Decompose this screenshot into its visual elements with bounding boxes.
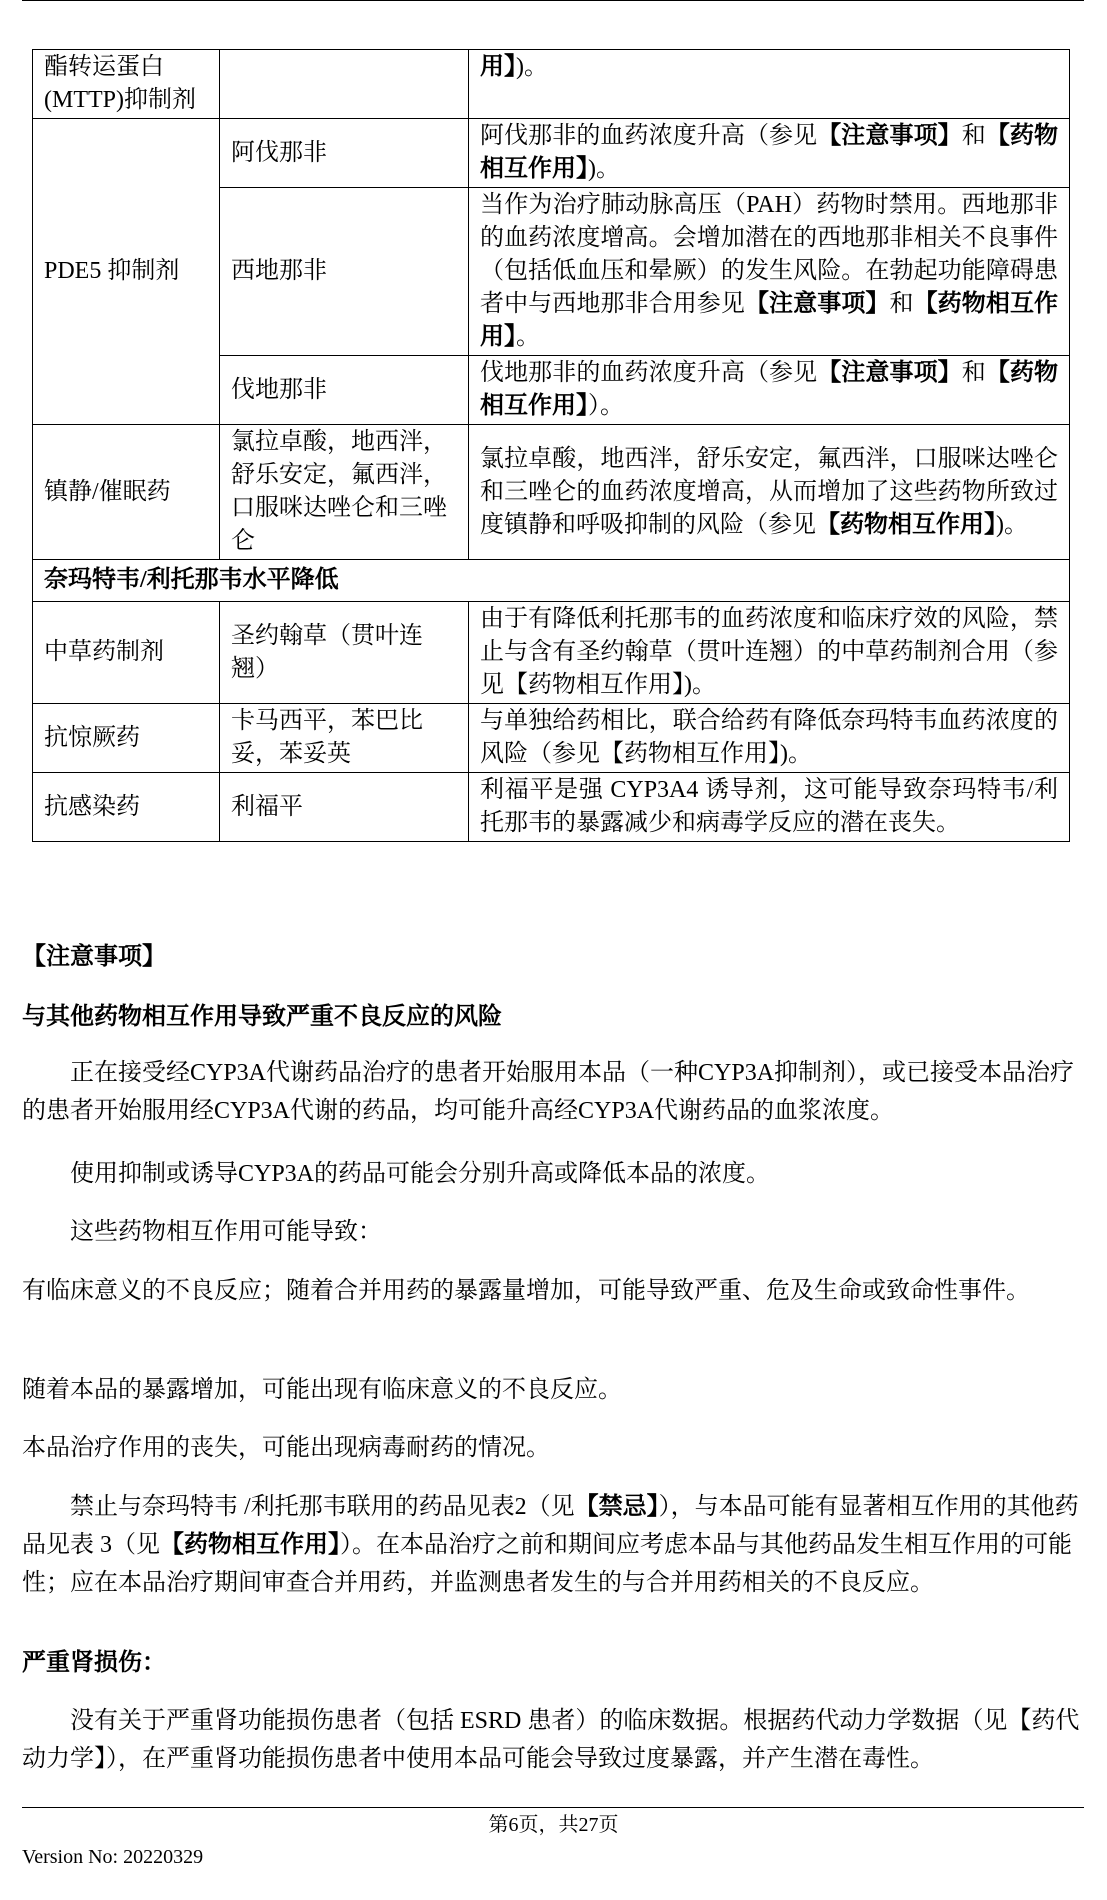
cross-reference: 【药物相互作用】 xyxy=(480,360,1059,419)
drug-interaction-table xyxy=(32,49,1070,842)
body-paragraph: 随着本品的暴露增加，可能出现有临床意义的不良反应。 xyxy=(22,1377,622,1403)
comment-text: 由于有降低利托那韦的血药浓度和临床疗效的风险，禁止与含有圣约翰草（贯叶连翘）的中草药制剂合用（参见 xyxy=(480,606,1058,698)
comment-text: 阿伐那非的血药浓度升高（参见 xyxy=(480,123,818,149)
paragraph-text: ），在严重肾功能损伤患者中使用本品可能会导致过度暴露，并产生潜在毒性。 xyxy=(106,1746,934,1772)
cross-reference: 【注意事项】 xyxy=(817,123,962,149)
header-rule xyxy=(22,0,1084,1)
comment-text: )。 xyxy=(516,54,548,80)
comment-text: 和 xyxy=(961,360,986,386)
body-paragraph: 使用抑制或诱导CYP3A的药品可能会分别升高或降低本品的浓度。 xyxy=(70,1161,771,1187)
drug-class-cell: 抗感染药 xyxy=(33,773,220,842)
comment-cell xyxy=(469,425,1070,560)
table-row xyxy=(33,425,1070,560)
paragraph-text: 禁止与奈玛特韦 /利托那韦联用的药品见表2（见 xyxy=(70,1494,575,1520)
comment-text: 。 xyxy=(516,324,540,350)
subsection-title: 严重肾损伤： xyxy=(22,1650,166,1676)
page-number: 第6页，共27页 xyxy=(488,1814,619,1836)
cross-reference: 【注意事项】 xyxy=(817,360,962,386)
paragraph-text: 没有关于严重肾功能损伤患者（包括 ESRD 患者）的临床数据。根据药代动力学数据（见 xyxy=(70,1708,1008,1734)
body-paragraph: 正在接受经CYP3A代谢药品治疗的患者开始服用本品（一种CYP3A抑制剂），或已接受本品治疗的患者开始服用经CYP3A代谢的药品，均可能升高经CYP3A代谢药品的血浆浓度。 xyxy=(22,1060,1075,1124)
drug-class-cell: 抗惊厥药 xyxy=(33,704,220,773)
footer-rule xyxy=(22,1807,1084,1808)
cross-reference: 【禁忌】 xyxy=(574,1494,659,1520)
comment-cell: 利福平是强 CYP3A4 诱导剂，这可能导致奈玛特韦/利托那韦的暴露减少和病毒学反应的潜在丧失。 xyxy=(469,773,1070,842)
comment-text: 氯拉卓酸，地西泮，舒乐安定，氟西泮，口服咪达唑仑和三唑仑的血药浓度增高，从而增加了这些药物所致过度镇静和呼吸抑制的风险（参见 xyxy=(480,445,1058,538)
comment-text: 和 xyxy=(961,123,986,149)
subsection-title: 与其他药物相互作用导致严重不良反应的风险 xyxy=(22,1004,502,1030)
comment-text: )。 xyxy=(684,672,716,698)
version-number: Version No: 20220329 xyxy=(22,1846,204,1868)
drug-name-cell: 卡马西平，苯巴比妥，苯妥英 xyxy=(220,704,469,773)
cross-reference: 【药物相互作用】 xyxy=(504,672,684,698)
drug-name-cell: 西地那非 xyxy=(220,188,469,356)
table-row xyxy=(33,50,1070,119)
comment-cell xyxy=(469,50,1070,119)
comment-text: 当作为治疗肺动脉高压（PAH）药物时禁用。西地那非的血药浓度增高。会增加潜在的西地那非相关不良事件（包括低血压和晕厥）的发生风险。在勃起功能障碍患者中与西地那非合用参见 xyxy=(480,192,1058,317)
comment-text: 与单独给药相比，联合给药有降低奈玛特韦血药浓度的风险（参见 xyxy=(480,708,1058,767)
comment-text: )。 xyxy=(588,156,620,182)
comment-cell xyxy=(469,704,1070,773)
body-paragraph xyxy=(22,1702,1084,1778)
cross-reference: 【药物相互作用】 xyxy=(480,123,1059,182)
drug-class-cell: 酯转运蛋白(MTTP)抑制剂 xyxy=(33,50,220,119)
paragraph-text: ），与本品可能有显著相互作用的其他药品见表 3（见 xyxy=(22,1494,1079,1558)
table-row xyxy=(33,773,1070,842)
comment-cell xyxy=(469,356,1070,425)
cross-reference: 【药物相互作用】 xyxy=(600,741,780,767)
table-row xyxy=(33,704,1070,773)
cross-reference: 【药代动力学】 xyxy=(22,1708,1080,1772)
drug-name-cell: 利福平 xyxy=(220,773,469,842)
drug-class-cell: PDE5 抑制剂 xyxy=(33,119,220,425)
drug-name-cell: 阿伐那非 xyxy=(220,119,469,188)
comment-cell xyxy=(469,602,1070,704)
comment-text: 和 xyxy=(889,291,914,317)
cross-reference: 用】 xyxy=(480,54,516,80)
table-section-header: 奈玛特韦/利托那韦水平降低 xyxy=(33,560,1070,602)
drug-name-cell: 圣约翰草（贯叶连翘） xyxy=(220,602,469,704)
body-paragraph: 有临床意义的不良反应；随着合并用药的暴露量增加，可能导致严重、危及生命或致命性事件。 xyxy=(22,1278,1030,1304)
comment-text: )。 xyxy=(996,511,1028,538)
drug-name-cell xyxy=(220,50,469,119)
paragraph-text: ）。在本品治疗之前和期间应考虑本品与其他药品发生相互作用的可能性；应在本品治疗期间审查合并用药，并监测患者发生的与合并用药相关的不良反应。 xyxy=(22,1532,1072,1596)
drug-class-cell: 镇静/催眠药 xyxy=(33,425,220,560)
comment-text: )。 xyxy=(780,741,812,767)
cross-reference: 【药物相互作用】 xyxy=(480,291,1059,350)
table-row xyxy=(33,560,1070,602)
table-row xyxy=(33,602,1070,704)
body-paragraph: 这些药物相互作用可能导致： xyxy=(70,1219,382,1245)
comment-cell xyxy=(469,119,1070,188)
body-paragraph xyxy=(22,1488,1084,1602)
cross-reference: 【药物相互作用】 xyxy=(816,511,996,538)
drug-class-cell: 中草药制剂 xyxy=(33,602,220,704)
comment-cell xyxy=(469,188,1070,356)
cross-reference: 【药物相互作用】 xyxy=(160,1532,340,1558)
section-title: 【注意事项】 xyxy=(22,944,166,970)
table-row xyxy=(33,119,1070,188)
cross-reference: 【注意事项】 xyxy=(744,291,890,317)
comment-text: 伐地那非的血药浓度升高（参见 xyxy=(480,360,818,386)
drug-name-cell: 伐地那非 xyxy=(220,356,469,425)
body-paragraph: 本品治疗作用的丧失，可能出现病毒耐药的情况。 xyxy=(22,1435,550,1461)
comment-text: ）。 xyxy=(588,393,624,419)
drug-name-cell: 氯拉卓酸，地西泮，舒乐安定，氟西泮，口服咪达唑仑和三唑仑 xyxy=(220,425,469,560)
